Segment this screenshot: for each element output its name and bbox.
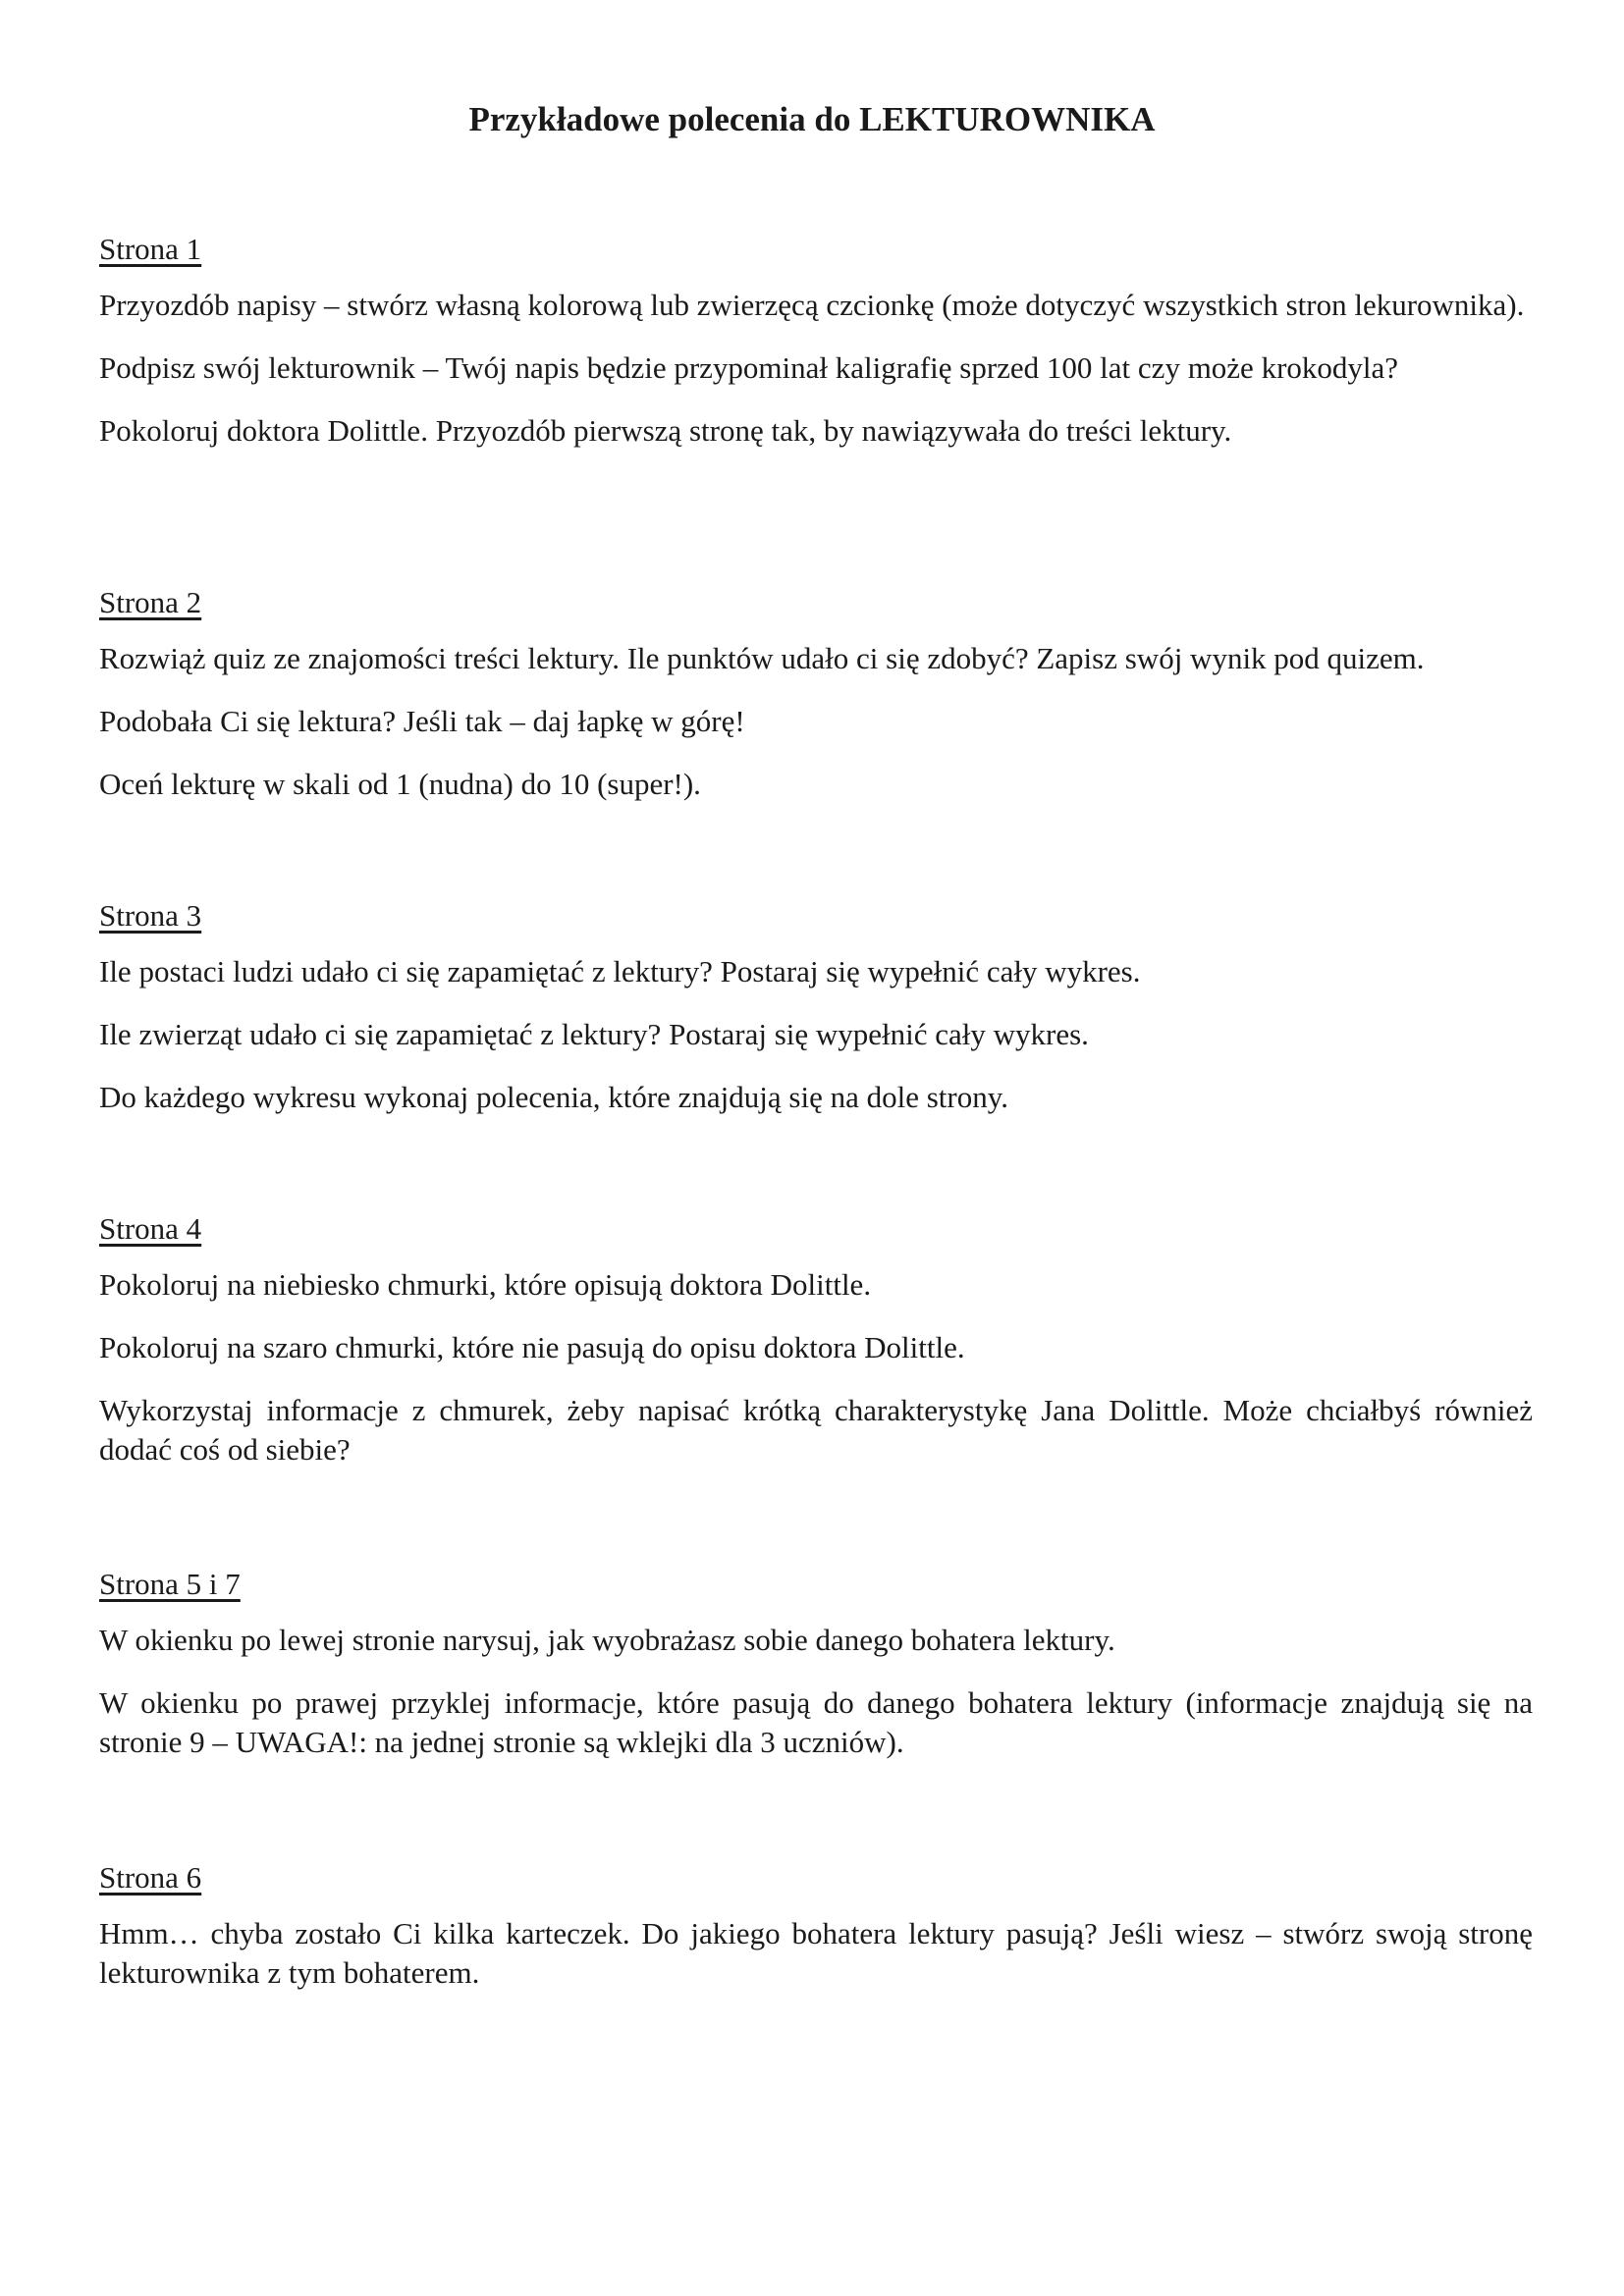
instruction-paragraph: W okienku po lewej stronie narysuj, jak wyobrażasz sobie danego bohatera lektury. (99, 1623, 1115, 1657)
section-heading: Strona 5 i 7 (99, 1567, 241, 1601)
section-heading: Strona 6 (99, 1860, 202, 1895)
section-strona-1 (99, 230, 1533, 474)
section-strona-5-i-7 (99, 1565, 1533, 1786)
instruction-paragraph: W okienku po prawej przyklej informacje, które pasują do danego bohatera lektury (informacje znajdują się na stronie 9 – UWAGA!: na jednej stronie są wklejki dla 3 uczniów). (99, 1685, 1533, 1759)
section-heading: Strona 3 (99, 898, 202, 933)
instruction-paragraph: Hmm… chyba zostało Ci kilka karteczek. Do jakiego bohatera lektury pasują? Jeśli wiesz – stwórz swoją stronę lekturownika z tym bohaterem. (99, 1916, 1533, 1990)
page-title: Przykładowe polecenia do LEKTUROWNIKA (468, 100, 1156, 138)
instruction-paragraph: Oceń lekturę w skali od 1 (nudna) do 10 (super!). (99, 767, 701, 801)
section-strona-3 (99, 896, 1533, 1141)
instruction-paragraph: Wykorzystaj informacje z chmurek, żeby napisać krótką charakterystykę Jana Dolittle. Może chciałbyś również dodać coś od siebie? (99, 1393, 1533, 1467)
section-heading: Strona 4 (99, 1211, 202, 1246)
section-heading: Strona 2 (99, 585, 202, 619)
instruction-paragraph: Rozwiąż quiz ze znajomości treści lektury. Ile punktów udało ci się zdobyć? Zapisz swój wynik pod quizem. (99, 641, 1425, 675)
instruction-paragraph: Ile zwierząt udało ci się zapamiętać z lektury? Postaraj się wypełnić cały wykres. (99, 1017, 1089, 1051)
instruction-paragraph: Ile postaci ludzi udało ci się zapamiętać z lektury? Postaraj się wypełnić cały wykres. (99, 954, 1141, 988)
instruction-paragraph: Pokoloruj doktora Dolittle. Przyozdób pierwszą stronę tak, by nawiązywała do treści lektury. (99, 413, 1232, 448)
section-strona-2 (99, 583, 1533, 828)
instruction-paragraph: Podobała Ci się lektura? Jeśli tak – daj łapkę w górę! (99, 704, 745, 738)
section-strona-4 (99, 1209, 1533, 1493)
instruction-paragraph: Do każdego wykresu wykonaj polecenia, które znajdują się na dole strony. (99, 1080, 1008, 1114)
instruction-paragraph: Przyozdób napisy – stwórz własną kolorową lub zwierzęcą czcionkę (może dotyczyć wszystkich stron lekurownika). (99, 288, 1525, 322)
section-strona-6 (99, 1858, 1533, 2016)
section-heading: Strona 1 (99, 232, 202, 266)
instruction-paragraph: Podpisz swój lekturownik – Twój napis będzie przypominał kaligrafię sprzed 100 lat czy może krokodyla? (99, 350, 1399, 385)
instruction-paragraph: Pokoloruj na niebiesko chmurki, które opisują doktora Dolittle. (99, 1267, 872, 1302)
instruction-paragraph: Pokoloruj na szaro chmurki, które nie pasują do opisu doktora Dolittle. (99, 1330, 965, 1364)
